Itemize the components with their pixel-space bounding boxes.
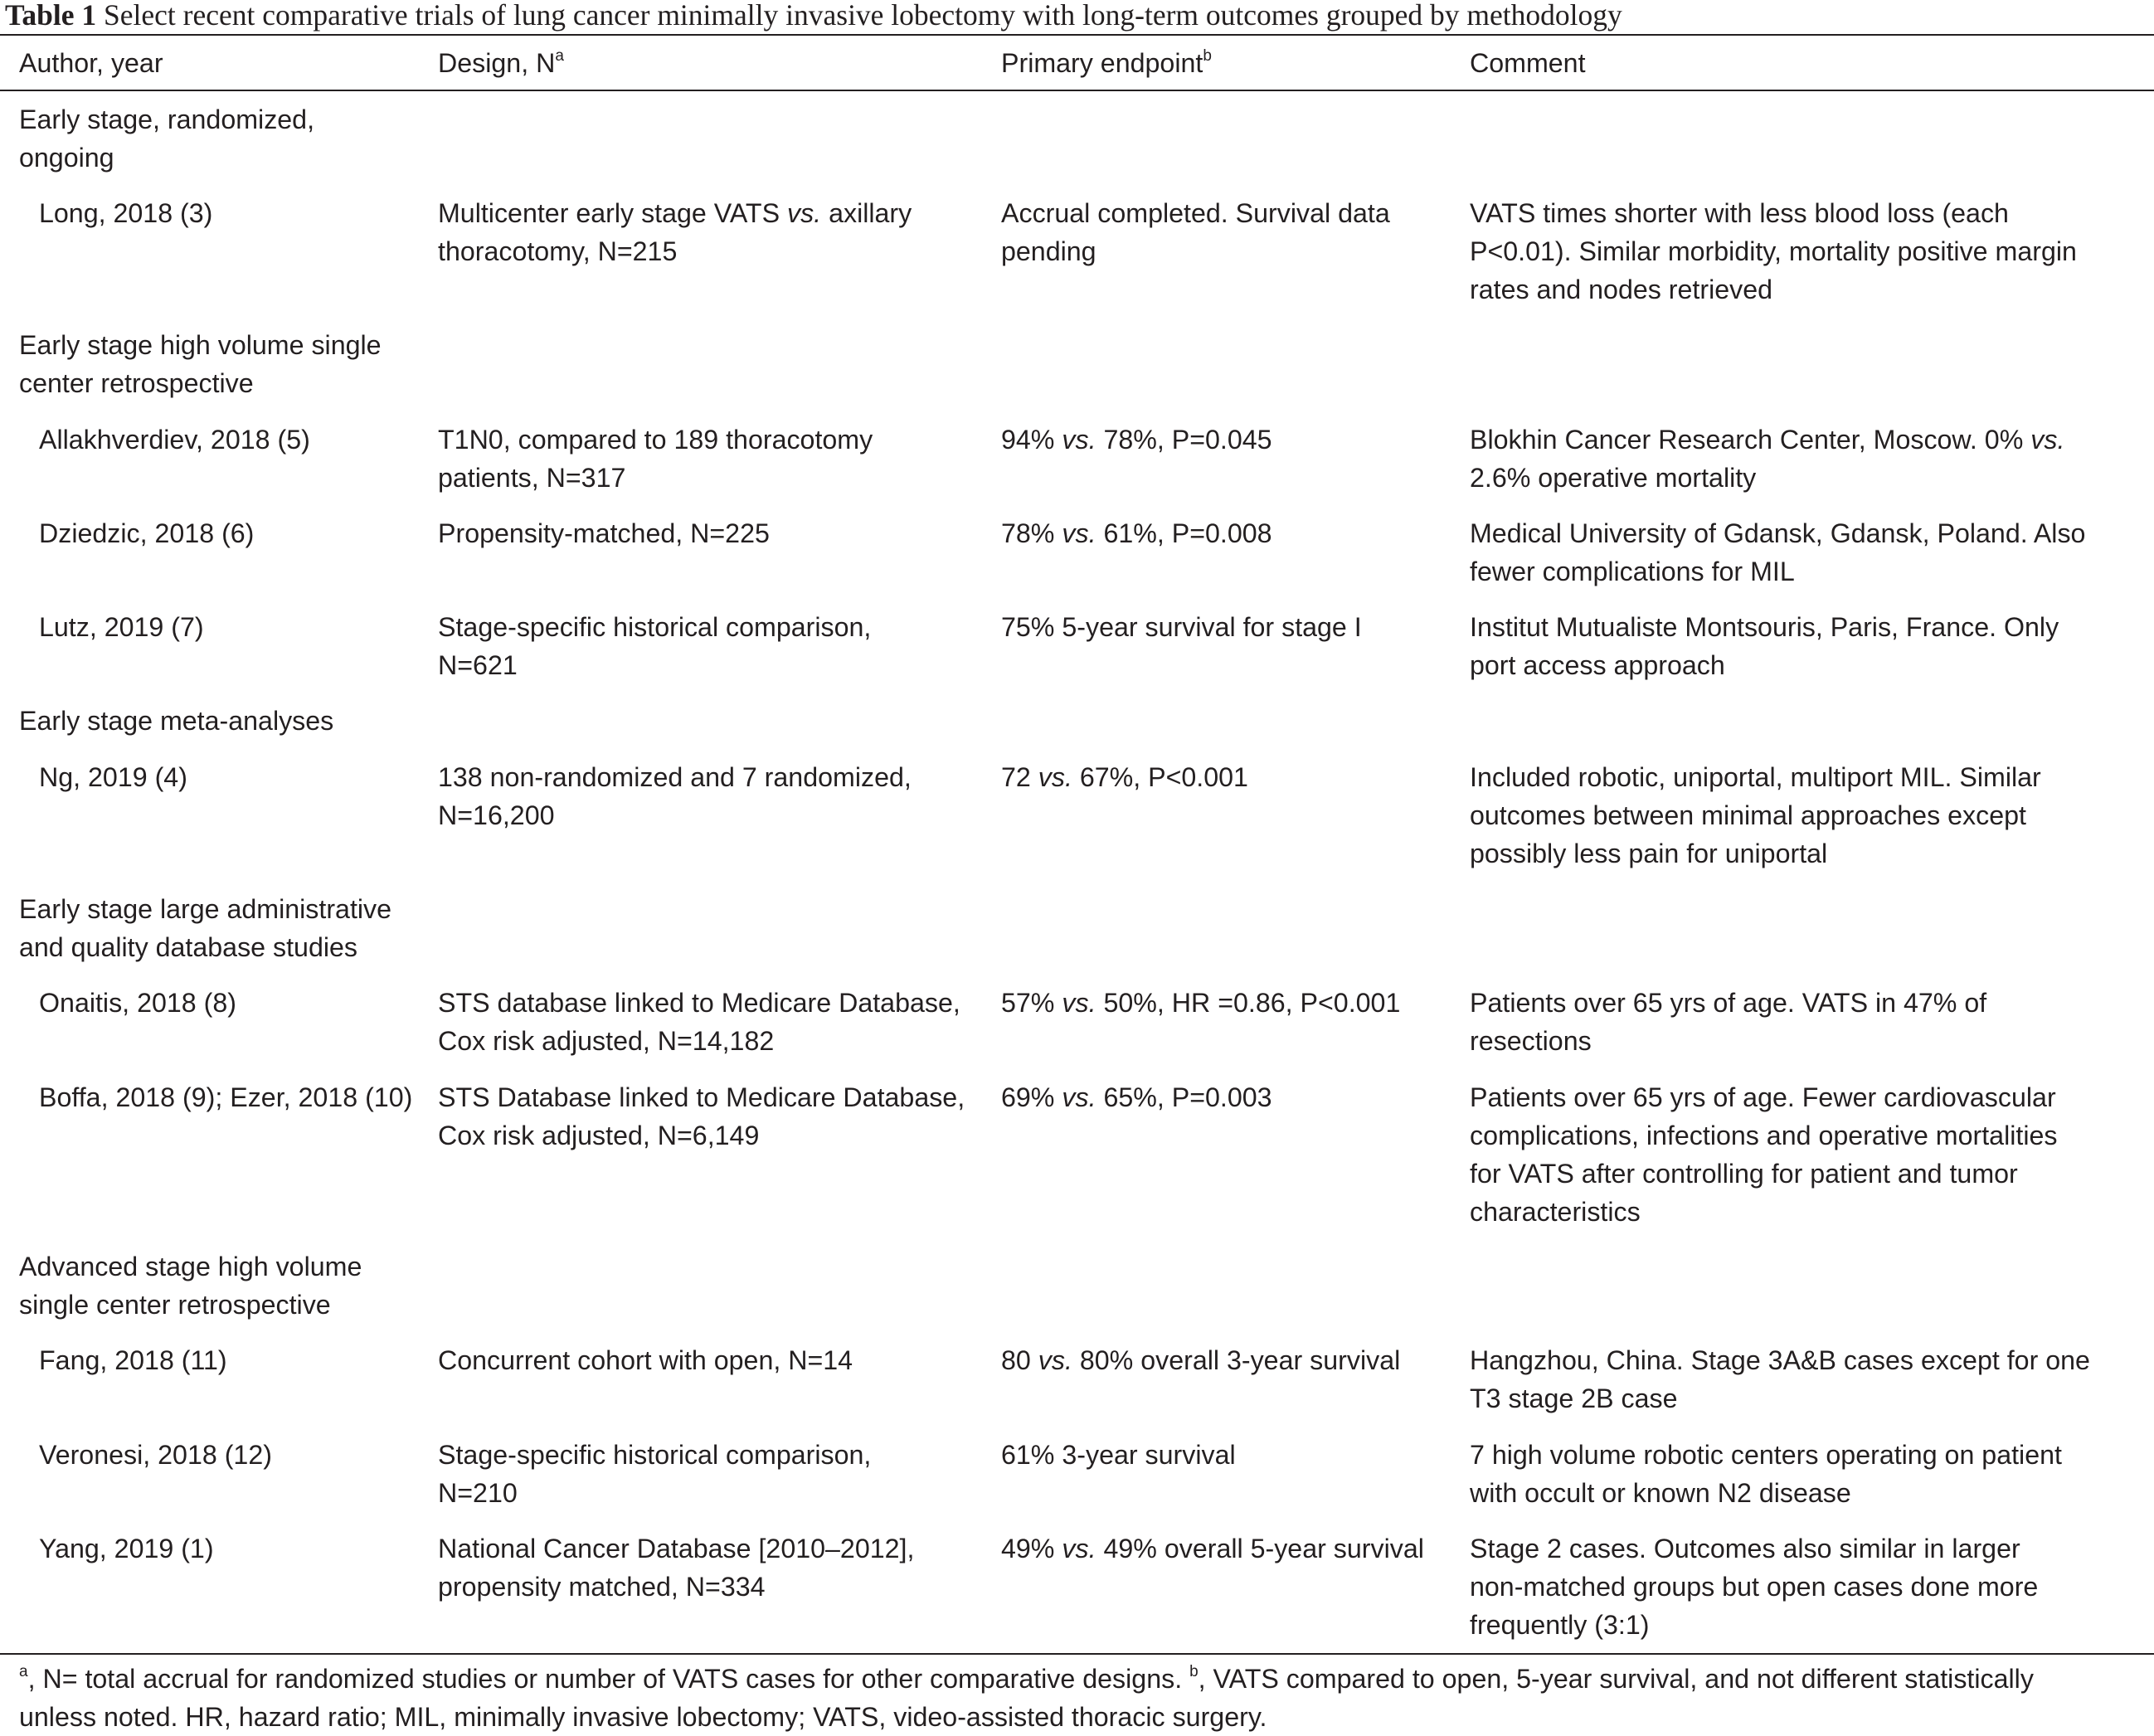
cell-endpoint: 80 vs. 80% overall 3-year survival — [1001, 1345, 1401, 1375]
cell-author: Lutz, 2019 (7) — [39, 612, 204, 642]
cell-comment: for VATS after controlling for patient and tumor — [1470, 1159, 2018, 1189]
group-heading-line: Early stage meta-analyses — [19, 706, 334, 736]
cell-design: propensity matched, N=334 — [438, 1572, 766, 1602]
cell-comment: 2.6% operative mortality — [1470, 463, 1757, 493]
cell-design: T1N0, compared to 189 thoracotomy — [438, 425, 873, 455]
cell-comment: outcomes between minimal approaches except — [1470, 800, 2026, 830]
cell-endpoint: Accrual completed. Survival data — [1001, 198, 1390, 228]
cell-design: Stage-specific historical comparison, — [438, 1440, 872, 1470]
group-heading-line: single center retrospective — [19, 1290, 331, 1320]
cell-comment: Stage 2 cases. Outcomes also similar in larger — [1470, 1534, 2020, 1563]
cell-comment: Hangzhou, China. Stage 3A&B cases except for one — [1470, 1345, 2090, 1375]
cell-comment: complications, infections and operative mortalities — [1470, 1121, 2058, 1150]
table-caption — [5, 0, 2145, 30]
cell-design: STS Database linked to Medicare Database, — [438, 1082, 965, 1112]
cell-design: Stage-specific historical comparison, — [438, 612, 872, 642]
cell-author: Fang, 2018 (11) — [39, 1345, 227, 1375]
header-author: Author, year — [19, 48, 163, 78]
cell-comment: Included robotic, uniportal, multiport MIL. Similar — [1470, 762, 2041, 792]
cell-comment: P<0.01). Similar morbidity, mortality positive margin — [1470, 236, 2077, 266]
group-heading-line: ongoing — [19, 143, 114, 173]
cell-author: Dziedzic, 2018 (6) — [39, 518, 255, 548]
group-heading-line: Early stage, randomized, — [19, 105, 315, 134]
cell-design: N=210 — [438, 1478, 518, 1508]
cell-comment: Blokhin Cancer Research Center, Moscow. 0% vs. — [1470, 425, 2065, 455]
cell-comment: fewer complications for MIL — [1470, 557, 1795, 586]
header-design-sup: a — [555, 47, 564, 65]
top-rule — [0, 34, 2154, 36]
cell-endpoint: 49% vs. 49% overall 5-year survival — [1001, 1534, 1424, 1563]
cell-design: N=16,200 — [438, 800, 555, 830]
cell-comment: Patients over 65 yrs of age. Fewer cardiovascular — [1470, 1082, 2056, 1112]
cell-design: Cox risk adjusted, N=14,182 — [438, 1026, 775, 1056]
group-heading-line: Early stage high volume single — [19, 330, 382, 360]
cell-design: National Cancer Database [2010–2012], — [438, 1534, 915, 1563]
group-heading-line: and quality database studies — [19, 932, 358, 962]
cell-comment: frequently (3:1) — [1470, 1610, 1650, 1640]
cell-design: Cox risk adjusted, N=6,149 — [438, 1121, 760, 1150]
cell-comment: non-matched groups but open cases done more — [1470, 1572, 2039, 1602]
cell-author: Boffa, 2018 (9); Ezer, 2018 (10) — [39, 1082, 413, 1112]
cell-author: Ng, 2019 (4) — [39, 762, 187, 792]
cell-endpoint: 75% 5-year survival for stage I — [1001, 612, 1362, 642]
cell-author: Veronesi, 2018 (12) — [39, 1440, 272, 1470]
table-label: Table 1 — [5, 0, 97, 32]
table-title: Select recent comparative trials of lung cancer minimally invasive lobectomy with long-term outcomes grouped by methodology — [96, 0, 1622, 32]
cell-author: Yang, 2019 (1) — [39, 1534, 214, 1563]
cell-comment: possibly less pain for uniportal — [1470, 839, 1828, 868]
cell-comment: port access approach — [1470, 650, 1725, 680]
cell-comment: Patients over 65 yrs of age. VATS in 47% of — [1470, 988, 1987, 1018]
cell-author: Onaitis, 2018 (8) — [39, 988, 236, 1018]
header-design: Design, $N^a$ — [438, 47, 564, 78]
cell-comment: rates and nodes retrieved — [1470, 275, 1773, 304]
cell-endpoint: 94% vs. 78%, P=0.045 — [1001, 425, 1272, 455]
cell-design: N=621 — [438, 650, 518, 680]
cell-endpoint: 57% vs. 50%, HR =0.86, P<0.001 — [1001, 988, 1401, 1018]
cell-author: Allakhverdiev, 2018 (5) — [39, 425, 310, 455]
header-comment: Comment — [1470, 48, 1586, 78]
cell-comment: 7 high volume robotic centers operating on patient — [1470, 1440, 2062, 1470]
cell-endpoint: pending — [1001, 236, 1096, 266]
cell-design: thoracotomy, N=215 — [438, 236, 678, 266]
cell-comment: resections — [1470, 1026, 1592, 1056]
cell-endpoint: 78% vs. 61%, P=0.008 — [1001, 518, 1272, 548]
group-heading-line: Advanced stage high volume — [19, 1252, 362, 1281]
group-heading-line: Early stage large administrative — [19, 894, 392, 924]
cell-design: Propensity-matched, N=225 — [438, 518, 770, 548]
header-rule — [0, 90, 2154, 91]
cell-comment: T3 stage 2B case — [1470, 1383, 1678, 1413]
cell-design: patients, N=317 — [438, 463, 626, 493]
cell-design: 138 non-randomized and 7 randomized, — [438, 762, 912, 792]
cell-comment: Institut Mutualiste Montsouris, Paris, France. Only — [1470, 612, 2059, 642]
cell-author: Long, 2018 (3) — [39, 198, 213, 228]
cell-comment: characteristics — [1470, 1197, 1641, 1227]
cell-endpoint: 69% vs. 65%, P=0.003 — [1001, 1082, 1272, 1112]
header-endpoint-sup: b — [1203, 47, 1212, 65]
cell-design: Concurrent cohort with open, N=14 — [438, 1345, 853, 1375]
cell-design: STS database linked to Medicare Database, — [438, 988, 960, 1018]
bottom-rule — [0, 1653, 2154, 1655]
group-heading-line: center retrospective — [19, 368, 254, 398]
cell-comment: with occult or known N2 disease — [1470, 1478, 1851, 1508]
cell-comment: VATS times shorter with less blood loss (each — [1470, 198, 2009, 228]
cell-endpoint: 61% 3-year survival — [1001, 1440, 1236, 1470]
cell-endpoint: 72 vs. 67%, P<0.001 — [1001, 762, 1248, 792]
footnote-line-2: unless noted. HR, hazard ratio; MIL, minimally invasive lobectomy; VATS, video-assisted thoracic surgery. — [19, 1702, 1267, 1732]
cell-comment: Medical University of Gdansk, Gdansk, Poland. Also — [1470, 518, 2086, 548]
header-endpoint: Primary endpoint$^b$ — [1001, 47, 1212, 78]
footnote-line-1: $^a$, N= total accrual for randomized studies or number of VATS cases for other comparative designs. $^b$, VATS compared to open, 5-year survival, and not different statistically — [19, 1663, 2034, 1694]
cell-design: Multicenter early stage VATS vs. axillary — [438, 198, 912, 228]
